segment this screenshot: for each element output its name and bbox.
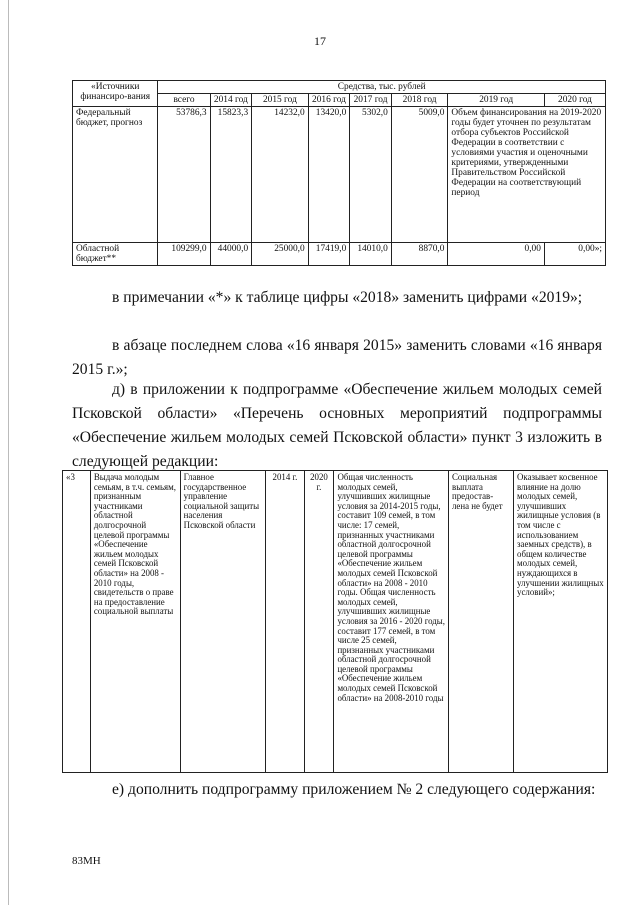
- note-cell: Объем финансирования на 2019-2020 годы будет уточнен по результатам отбора субъектов Российской Федерации в соответствии с условиями участия и оценочными критериями, утвержденными Правительством Российской Федерации на соответствующий период: [448, 107, 606, 243]
- action-cell: Выдача молодым семьям, в т.ч. семьям, признанным участниками областной долгосрочной целевой программы «Обеспечение жильем молодых семей Псковской области» на 2008 - 2010 годы, свидетельств о праве на предоставление социальной выплаты: [90, 471, 180, 773]
- funding-table: [72, 80, 606, 266]
- scan-edge: [8, 0, 9, 905]
- col-header: 2014 год: [210, 94, 252, 107]
- row-label: Областной бюджет**: [73, 243, 158, 266]
- page-number: 17: [314, 34, 326, 48]
- measures-table: [62, 470, 608, 773]
- row-label: Федеральный бюджет, прогноз: [73, 107, 158, 243]
- cell: 53786,3: [158, 107, 210, 243]
- item-number: «3: [63, 471, 91, 773]
- col-header: 2020 год: [544, 94, 605, 107]
- footer-code: 83МН: [72, 855, 101, 867]
- indicator-cell: Общая численность молодых семей, улучшивших жилищные условия за 2014-2015 годы, составит 109 семей, в том числе: 17 семей, признанных участниками областной долгосрочной целевой программы «Обеспечение жильем молодых семей Псковской области» на 2008 - 2010 годы. Общая численность молодых семей, улучшивших жилищные условия за 2016 - 2020 годы, составит 177 семей, в том числе 25 семей, признанных участниками областной долгосрочной целевой программы «Обеспечение жильем молодых семей Псковской области» на 2008-2010 годы: [334, 471, 449, 773]
- col-header: 2015 год: [252, 94, 309, 107]
- paragraph: д) в приложении к подпрограмме «Обеспечение жильем молодых семей Псковской области» «Перечень основных мероприятий подпрограммы «Обеспечение жильем молодых семей Псковской области» пункт 3 изложить в следующей редакции:: [72, 381, 602, 470]
- col-header: всего: [158, 94, 210, 107]
- paragraph: е) дополнить подпрограмму приложением № 2 следующего содержания:: [112, 781, 596, 798]
- cell: 25000,0: [252, 243, 309, 266]
- source-header: «Источники финансиро-вания: [73, 81, 158, 107]
- cell: 5302,0: [350, 107, 392, 243]
- cell: 13420,0: [308, 107, 350, 243]
- col-header: 2019 год: [448, 94, 545, 107]
- start-cell: 2014 г.: [266, 471, 304, 773]
- cell: 8870,0: [391, 243, 448, 266]
- effect-cell: Оказывает косвенное влияние на долю молодых семей, улучшивших жилищные условия (в том числе с использованием заемных средств), в общем количестве молодых семей, нуждающихся в улучшении жилищных условий»;: [514, 471, 608, 773]
- end-cell: 2020 г.: [304, 471, 334, 773]
- paragraph: в примечании «*» к таблице цифры «2018» заменить цифрами «2019»;: [112, 289, 583, 306]
- cell: 44000,0: [210, 243, 252, 266]
- col-header: 2018 год: [391, 94, 448, 107]
- paragraph: в абзаце последнем слова «16 января 2015» заменить словами «16 января 2015 г.»;: [72, 337, 602, 378]
- cell: 0,00»;: [544, 243, 605, 266]
- payment-cell: Социальная выплата предостав-лена не будет: [449, 471, 514, 773]
- cell: 5009,0: [391, 107, 448, 243]
- cell: 15823,3: [210, 107, 252, 243]
- cell: 17419,0: [308, 243, 350, 266]
- cell: 14010,0: [350, 243, 392, 266]
- col-header: 2016 год: [308, 94, 350, 107]
- cell: 14232,0: [252, 107, 309, 243]
- col-header: 2017 год: [350, 94, 392, 107]
- cell: 0,00: [448, 243, 545, 266]
- executor-cell: Главное государственное управление социальной защиты населения Псковской области: [180, 471, 266, 773]
- cell: 109299,0: [158, 243, 210, 266]
- funds-header: Средства, тыс. рублей: [158, 81, 606, 94]
